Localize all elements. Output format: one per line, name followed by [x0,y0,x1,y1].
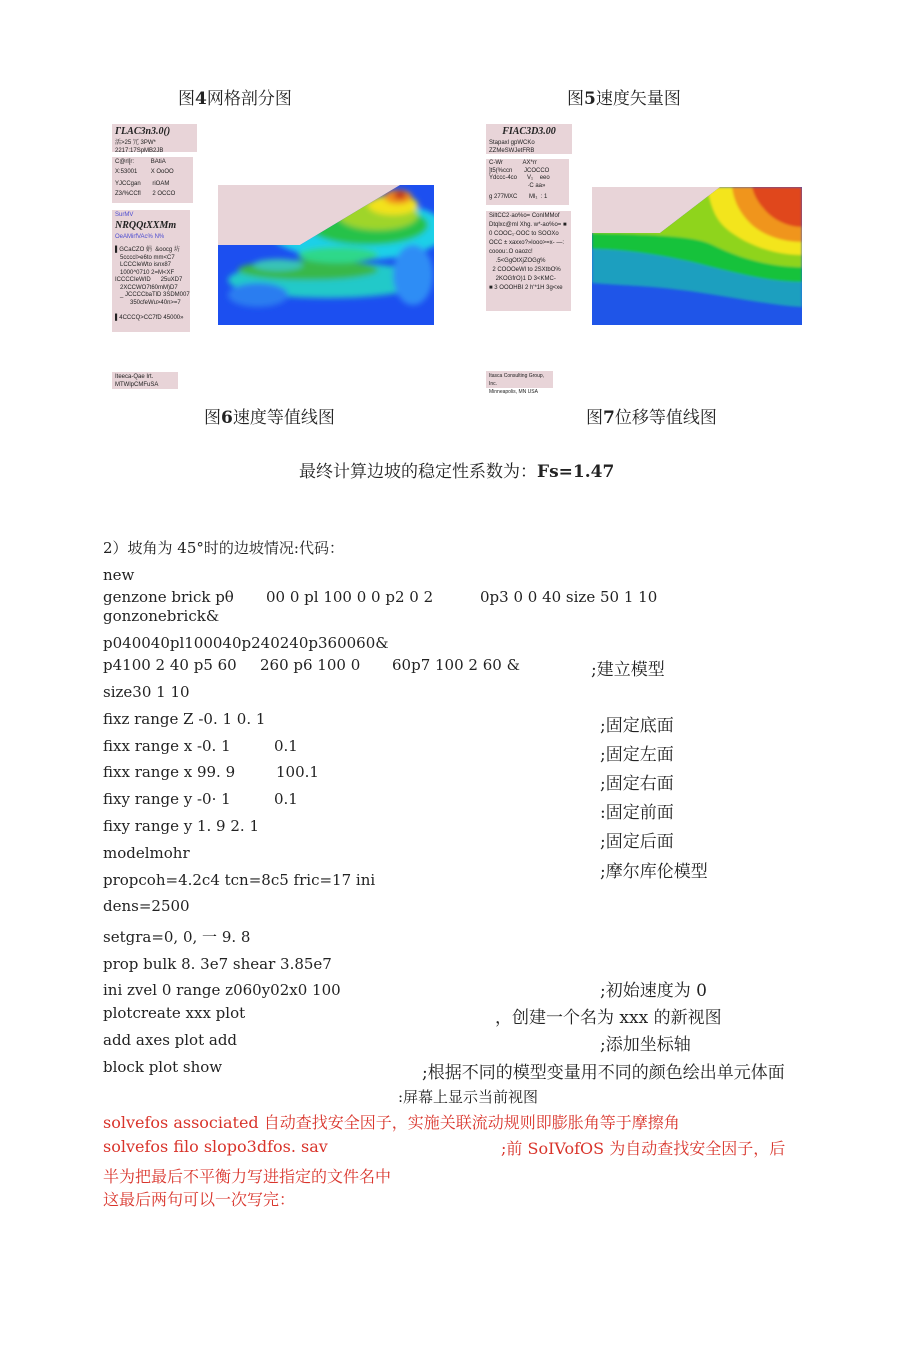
code-comment: ;初始速度为 0 [600,981,707,1001]
code-line: plotcreate xxx plot [103,1004,246,1022]
code-line: 260 p6 100 0 [260,656,361,674]
right-legend-contours: SiltCC2·ao%o= ConIMMof Dtqlxc@ml Xhg. w*-ao%o= ■ 0 COOC₁·OOC to SOOXo OCC ± xaxxo?»looo>=x- —: cooou:.O oaozc! .5<GgOtXjZOGg% 2 COOOeWl to 2SXtbO% 2KOGfrO)1 D 3<KMC- ■ 3 OOOHBI 2 h'*1H 3g<xe [486,211,571,311]
code-comment: ;根据不同的模型变量用不同的颜色绘出单元体面 [422,1063,785,1083]
left-legend-contours: SurMV NRQQtXXMm OeAMirfVAc% N% ▌GCaCZO 娟 &oocg 坊 5ccccl>e6to mm<C7 LCCCIeWto isnx87 1000^0710 2=M<XF ICCCCIeWID 25uXD7 2XCCWO7t60mM)D7 _ JCCCCbaTlD 3SDM007 350cfeWu>40n>=7 ▌4CCCQ>CC7fD 45000» [112,210,190,332]
code-line: fixx range x 99. 9 [103,763,236,781]
code-line: 100.1 [276,763,319,781]
code-line: fixx range x -0. 1 [103,737,231,755]
fig5-caption: 图5速度矢量图 [567,89,681,109]
code-line: add axes plot add [103,1031,238,1049]
code-line: 60p7 100 2 60 & [392,656,520,674]
code-comment: :屏幕上显示当前视图 [398,1088,539,1106]
code-comment: ;固定后面 [600,832,674,852]
code-comment: :固定前面 [600,803,674,823]
code-line: p4100 2 40 p5 60 [103,656,237,674]
code-comment: ;添加坐标轴 [600,1035,691,1055]
code-line-red: solvefos associated 自动查找安全因子，实施关联流动规则即膨胀角等于摩擦角 [103,1113,680,1132]
code-comment: ;建立模型 [591,660,665,680]
code-line: 0p3 0 0 40 size 50 1 10 [480,588,658,606]
code-line: new [103,566,135,584]
code-line-red: 半为把最后不平衡力写进指定的文件名中 [103,1167,392,1186]
code-line: 00 0 pl 100 0 0 p2 0 2 [266,588,434,606]
velocity-contour-plot [218,185,434,325]
code-line: propcoh=4.2c4 tcn=8c5 fric=17 ini [103,871,376,889]
right-legend-view: C-Wr AX*rr ]t5(%ccn JCOCCO Ydccc-4co V₁ eeo ·C aa» g 277MXC Ml₁ : 1 [486,159,569,205]
left-legend-header: ГLAC3n3.0() 活>25 冗 3PW* 2217:17SpMB2JB [112,124,197,152]
left-legend-footer: Iteeca-Qae Irt. MTWlpCMFuSA [112,372,178,389]
code-comment: ;固定右面 [600,774,674,794]
code-comment: ;固定底面 [600,716,674,736]
code-line: fixz range Z -0. 1 0. 1 [103,710,266,728]
left-legend-view: C@rl[r: BAtiA X:53001 X OoOO YJCCgan riOAM Z3/%CCfl 2 OCCO [112,157,193,203]
code-comment-red: ;前 SoIVofOS 为自动查找安全因子，后 [501,1139,786,1158]
code-comment: ;固定左面 [600,745,674,765]
right-legend-header: FIAC3D3.00 Stapaxl gpWCKo ZZMeSWJetFRB [486,124,572,154]
code-line: block plot show [103,1058,223,1076]
code-line: dens=2500 [103,897,190,915]
code-line: setgra=0, 0, 一 9. 8 [103,928,251,946]
code-line: ini zvel 0 range z060y02x0 100 [103,981,341,999]
code-line: 0.1 [274,790,298,808]
code-line: size30 1 10 [103,683,190,701]
code-line: p040040pl100040p240240p360060& [103,634,389,652]
code-comment: ;摩尔库伦模型 [600,862,708,882]
stability-result: 最终计算边坡的稳定性系数为：Fs=1.47 [299,462,615,482]
displacement-contour-plot [592,187,802,325]
code-line: prop bulk 8. 3e7 shear 3.85e7 [103,955,332,973]
right-legend-footer: Itasca Consulting Group, Inc. Minneapolis, MN USA [486,371,553,388]
fig6-caption: 图6速度等值线图 [204,408,335,428]
code-line: 0.1 [274,737,298,755]
code-line: gonzonebrick& [103,607,220,625]
code-comment: ，创建一个名为 xxx 的新视图 [495,1008,722,1028]
code-line: fixy range y 1. 9 2. 1 [103,817,259,835]
code-line: modelmohr [103,844,190,862]
code-heading: 2）坡角为 45°时的边坡情况:代码： [103,539,344,557]
fig7-caption: 图7位移等值线图 [586,408,717,428]
fig4-caption: 图4网格剖分图 [178,89,292,109]
code-line-red: solvefos filo slopo3dfos. sav [103,1137,328,1156]
code-line-red: 这最后两句可以一次写完： [103,1190,296,1209]
code-line: genzone brick pθ [103,588,234,606]
code-line: fixy range y -0· 1 [103,790,231,808]
